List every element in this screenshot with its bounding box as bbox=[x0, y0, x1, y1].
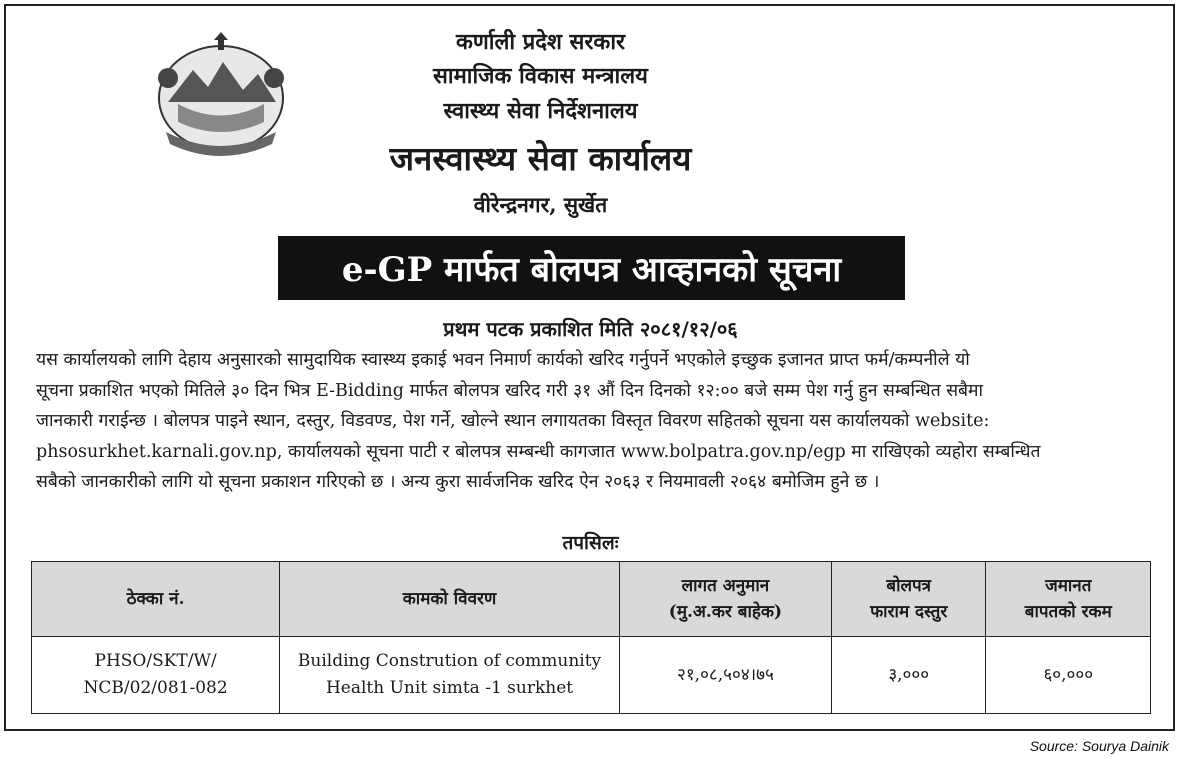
table-header-row bbox=[32, 562, 1151, 637]
col-form-fee-line2: फाराम दस्तुर bbox=[870, 602, 948, 622]
source-credit: Source: Sourya Dainik bbox=[1029, 738, 1169, 754]
contract-no-line1: PHSO/SKT/W/ bbox=[94, 651, 217, 671]
tender-table bbox=[31, 561, 1151, 714]
col-cost-estimate bbox=[619, 562, 831, 637]
description-line1: Building Constrution of community bbox=[297, 651, 602, 671]
col-work-description: कामको विवरण bbox=[280, 562, 620, 637]
notice-title-banner: e-GP मार्फत बोलपत्र आव्हानको सूचना bbox=[278, 236, 905, 300]
col-security-amount bbox=[986, 562, 1151, 637]
col-contract-no: ठेक्का नं. bbox=[32, 562, 280, 637]
header-ministry: सामाजिक विकास मन्त्रालय bbox=[433, 63, 648, 89]
header-location: वीरेन्द्रनगर, सुर्खेत bbox=[473, 192, 608, 217]
table-row bbox=[32, 637, 1151, 714]
cell-security-amount: ६०,००० bbox=[986, 637, 1151, 714]
cell-contract-no bbox=[32, 637, 280, 714]
header-directorate: स्वास्थ्य सेवा निर्देशनालय bbox=[443, 98, 638, 124]
header-office: जनस्वास्थ्य सेवा कार्यालय bbox=[389, 139, 692, 178]
col-security-line2: बापतको रकम bbox=[1024, 602, 1112, 622]
description-line2: Health Unit simta -1 surkhet bbox=[325, 678, 574, 698]
details-heading: तपसिलः bbox=[562, 532, 619, 554]
cell-form-fee: ३,००० bbox=[831, 637, 986, 714]
notice-body bbox=[36, 345, 1156, 498]
body-line: सूचना प्रकाशित भएको मितिले ३० दिन भित्र E-Bidding मार्फत बोलपत्र खरिद गरी ३१ औं दिन दिनको १२:०० बजे सम्म पेश गर्नु हुन सम्बन्धित सबैमा bbox=[36, 380, 984, 401]
col-cost-estimate-line1: लागत अनुमान bbox=[681, 576, 770, 596]
body-line: यस कार्यालयको लागि देहाय अनुसारको सामुदायिक स्वास्थ्य इकाई भवन निमार्ण कार्यको खरिद गर्नुपर्ने भएकोले इच्छुक इजानत प्राप्त फर्म/कम्पनीले यो bbox=[36, 350, 970, 370]
body-line: सबैको जानकारीको लागि यो सूचना प्रकाशन गरिएको छ । अन्य कुरा सार्वजनिक खरिद ऐन २०६३ र नियमावली २०६४ बमोजिम हुने छ । bbox=[36, 472, 880, 492]
col-security-line1: जमानत bbox=[1045, 576, 1092, 596]
publish-date: प्रथम पटक प्रकाशित मिति २०८१/१२/०६ bbox=[443, 317, 738, 341]
body-line: phsosurkhet.karnali.gov.np, कार्यालयको सूचना पाटी र बोलपत्र सम्बन्धी कागजात www.bolpatra.gov.np/egp मा राखिएको व्यहोरा सम्बन्धित bbox=[36, 441, 1041, 462]
body-line: जानकारी गराईन्छ । बोलपत्र पाइने स्थान, दस्तुर, विडवण्ड, पेश गर्ने, खोल्ने स्थान लगायतका विस्तृत विवरण सहितको सूचना यस कार्यालयको website: bbox=[36, 411, 990, 431]
cell-work-description bbox=[280, 637, 620, 714]
col-form-fee-line1: बोलपत्र bbox=[886, 576, 932, 596]
cell-cost-estimate: २१,०८,५०४।७५ bbox=[619, 637, 831, 714]
col-cost-estimate-line2: (मु.अ.कर बाहेक) bbox=[668, 602, 782, 622]
col-form-fee bbox=[831, 562, 986, 637]
contract-no-line2: NCB/02/081-082 bbox=[83, 678, 228, 698]
header-government: कर्णाली प्रदेश सरकार bbox=[455, 29, 626, 55]
